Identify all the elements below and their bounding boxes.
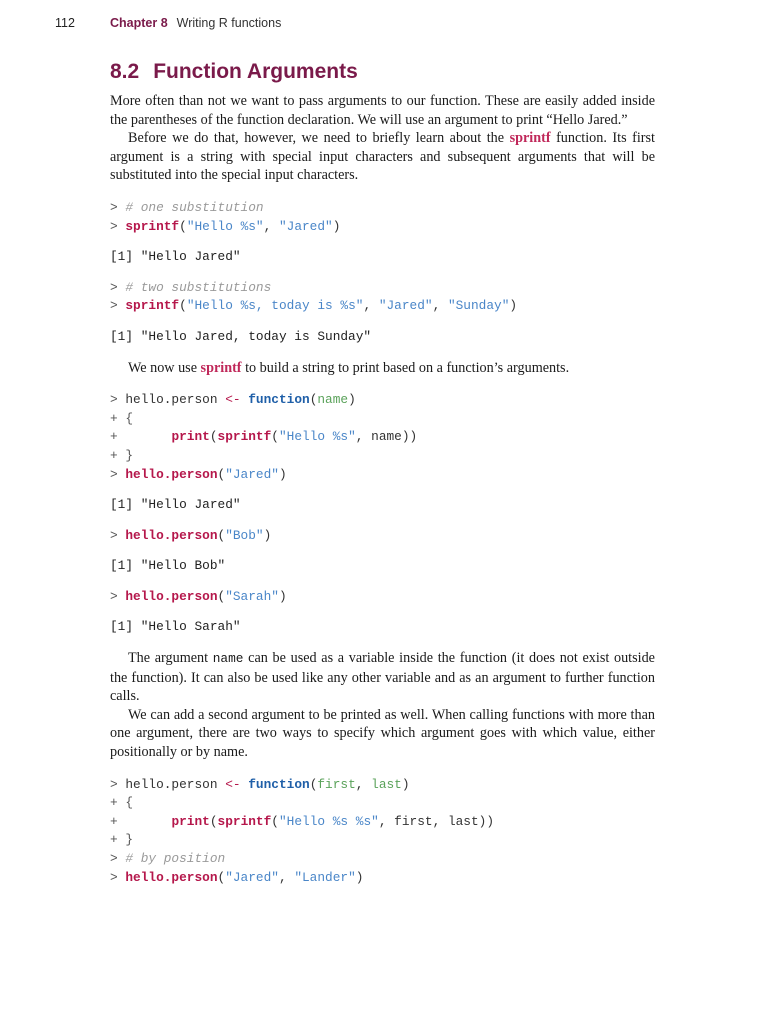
code-token: (	[209, 813, 218, 829]
code-output: [1] "Hello Jared"	[110, 497, 241, 513]
code-token: "Lander"	[294, 869, 356, 885]
code-token: (	[309, 392, 318, 408]
code-line	[110, 869, 655, 888]
code-token: # one substitution	[125, 199, 264, 215]
code-line	[110, 831, 655, 850]
code-output: [1] "Hello Jared"	[110, 249, 241, 265]
code-token: print	[171, 429, 210, 445]
code-token: (	[217, 588, 226, 604]
text: The argument	[128, 650, 213, 667]
code-token: + }	[110, 832, 134, 848]
code-token: >	[110, 218, 126, 234]
code-token: "Bob"	[225, 527, 264, 543]
code-token: hello.person	[125, 776, 226, 792]
page-number: 112	[55, 16, 75, 30]
code-token: function	[248, 392, 310, 408]
inline-keyword: sprintf	[509, 130, 551, 147]
code-token: function	[248, 776, 310, 792]
code-token: "Hello %s"	[186, 218, 264, 234]
code-output: [1] "Hello Jared, today is Sunday"	[110, 328, 372, 344]
code-line	[110, 410, 655, 429]
code-token: (	[217, 869, 226, 885]
code-line	[110, 466, 655, 485]
code-token: + }	[110, 447, 134, 463]
code-token: # two substitutions	[125, 279, 272, 295]
code-token: ,	[263, 218, 279, 234]
paragraph-second-argument: We can add a second argument to be printed as well. When calling functions with more than one argument, there are two ways to specify which argument goes with which value, either positionally or by name.	[110, 706, 655, 761]
code-token: ,	[355, 776, 372, 792]
paragraph-sprintf-intro	[110, 129, 655, 185]
code-token: hello.person	[125, 466, 218, 482]
code-token: >	[110, 199, 126, 215]
code-token: ,	[432, 298, 448, 314]
code-token: name	[317, 392, 349, 408]
code-token: )	[332, 218, 341, 234]
text: can be used as a variable inside the function (it does not exist outside the function). It can also be used like any other variable and as an argument to further function calls.	[110, 650, 655, 705]
code-token: >	[110, 392, 126, 408]
code-token: )	[263, 527, 272, 543]
code-block-one-substitution	[110, 199, 655, 236]
code-token: "Sarah"	[225, 588, 279, 604]
code-token: (	[179, 298, 187, 314]
code-block-two-substitutions	[110, 279, 655, 316]
code-token: +	[110, 429, 172, 445]
code-token: "Jared"	[378, 298, 433, 314]
section-heading	[110, 58, 655, 86]
inline-keyword: sprintf	[200, 359, 242, 376]
code-token: <-	[225, 776, 241, 792]
paragraph-use-sprintf	[110, 359, 655, 378]
text: to build a string to print based on a function’s arguments.	[241, 359, 570, 376]
code-token: sprintf	[217, 813, 272, 829]
code-token: +	[110, 813, 172, 829]
code-block-two-args	[110, 776, 655, 888]
code-token: (	[179, 218, 187, 234]
code-token: )	[278, 466, 287, 482]
code-token: )	[348, 392, 356, 408]
code-token: "Jared"	[225, 466, 279, 482]
code-token: hello.person	[125, 588, 218, 604]
code-line	[110, 850, 655, 869]
code-line	[110, 813, 655, 832]
code-output: [1] "Hello Bob"	[110, 558, 226, 574]
code-token: )	[278, 588, 287, 604]
code-token: >	[110, 298, 126, 314]
code-token: # by position	[125, 851, 226, 866]
code-token: + {	[110, 795, 134, 811]
code-line	[110, 794, 655, 813]
chapter-title: Writing R functions	[176, 16, 282, 30]
code-output: [1] "Hello Sarah"	[110, 619, 241, 635]
code-token: >	[110, 851, 126, 866]
text: function. Its first argument is a string with special input characters and subsequent arguments that will be substituted into the special input characters.	[110, 130, 655, 184]
code-line	[110, 297, 655, 316]
code-token: "Jared"	[225, 869, 279, 885]
code-token: print	[171, 813, 210, 829]
code-line	[110, 391, 655, 410]
code-line	[110, 588, 655, 607]
code-token: "Sunday"	[447, 298, 510, 314]
code-token: sprintf	[125, 298, 180, 314]
code-line	[110, 218, 655, 237]
code-line	[110, 199, 655, 218]
code-token: first	[317, 776, 356, 792]
code-token: <-	[225, 392, 241, 408]
code-token: last	[371, 776, 402, 792]
code-block-hello-person-def	[110, 391, 655, 484]
code-token: >	[110, 466, 126, 482]
running-header	[0, 14, 768, 34]
code-block-call-bob	[110, 527, 655, 546]
paragraph-argument-scope	[110, 649, 655, 706]
code-token: sprintf	[217, 429, 272, 445]
code-line	[110, 447, 655, 466]
section-title: Function Arguments	[153, 60, 358, 83]
chapter-label: Chapter 8	[110, 16, 168, 30]
code-token: (	[217, 466, 226, 482]
code-token: ,	[363, 298, 379, 314]
code-token: (	[209, 429, 218, 445]
page-content	[110, 58, 655, 887]
code-token: (	[217, 527, 226, 543]
code-token: "Hello %s, today is %s"	[186, 298, 364, 314]
code-token: hello.person	[125, 527, 218, 543]
chapter-heading	[110, 16, 281, 30]
text: Before we do that, however, we need to briefly learn about the	[128, 130, 510, 147]
code-token: (	[271, 429, 279, 445]
code-line	[110, 279, 655, 298]
code-token: "Jared"	[278, 218, 333, 234]
code-token: )	[355, 869, 364, 885]
code-token: >	[110, 527, 126, 543]
code-line	[110, 527, 655, 546]
code-token: , name))	[355, 429, 418, 445]
code-token: >	[110, 776, 126, 792]
code-token: sprintf	[125, 218, 180, 234]
code-token: "Hello %s"	[278, 429, 356, 445]
code-token: ,	[278, 869, 295, 885]
code-token: (	[309, 776, 318, 792]
text: We now use	[128, 359, 201, 376]
code-line	[110, 428, 655, 447]
section-number: 8.2	[110, 60, 140, 83]
code-token: )	[509, 298, 518, 314]
code-block-call-sarah	[110, 588, 655, 607]
code-token: hello.person	[125, 869, 218, 885]
code-token: "Hello %s %s"	[278, 813, 379, 829]
code-token: + {	[110, 410, 134, 426]
code-token: >	[110, 869, 126, 885]
code-token: (	[271, 813, 279, 829]
inline-code: name	[212, 651, 244, 667]
code-line	[110, 776, 655, 795]
code-token: hello.person	[125, 392, 226, 408]
code-token: >	[110, 588, 126, 604]
code-token: , first, last))	[378, 813, 495, 829]
code-token: >	[110, 279, 126, 295]
paragraph-intro: More often than not we want to pass arguments to our function. These are easily added inside the parentheses of the function declaration. We will use an argument to print “Hello Jared.”	[110, 93, 655, 128]
code-token: )	[401, 776, 410, 792]
